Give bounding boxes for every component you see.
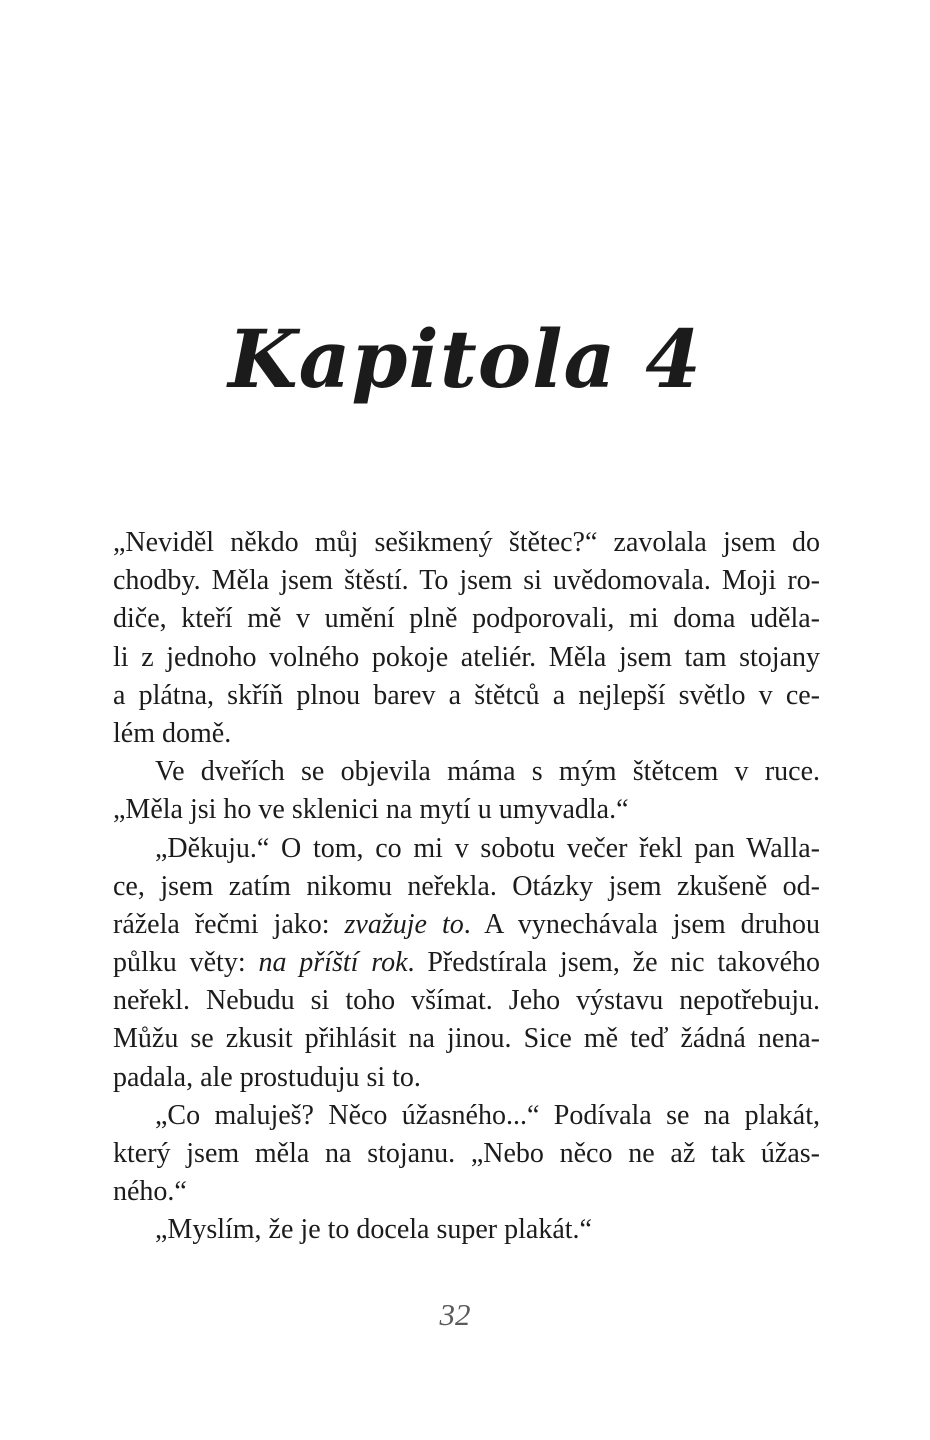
text-segment: půlku věty: — [113, 947, 259, 979]
text-segment: . A vynechávala jsem druhou — [463, 908, 820, 940]
text-line: „Myslím, že je to docela super plakát.“ — [155, 1214, 592, 1246]
text-segment: . Předstírala jsem, že nic takového — [407, 947, 820, 979]
page-number: 32 — [439, 1297, 471, 1332]
text-line: který jsem měla na stojanu. „Nebo něco ne až tak úžas- — [113, 1138, 820, 1169]
text-line — [113, 944, 820, 982]
text-line: „Co maluješ? Něco úžasného...“ Podívala se na plakát, — [155, 1099, 820, 1131]
text-line: Můžu se zkusit přihlásit na jinou. Sice mě teď žádná nena- — [113, 1023, 820, 1055]
text-line: lém domě. — [113, 717, 232, 749]
text-line: diče, kteří mě v umění plně podporovali, mi doma uděla- — [113, 603, 820, 635]
chapter-title: Kapitola 4 — [228, 312, 702, 406]
text-segment: rážela řečmi jako: — [113, 908, 345, 940]
text-line: a plátna, skříň plnou barev a štětců a nejlepší světlo v ce- — [113, 679, 820, 711]
text-line: ce, jsem zatím nikomu neřekla. Otázky jsem zkušeně od- — [113, 870, 820, 902]
text-line: „Měla jsi ho ve sklenici na mytí u umyvadla.“ — [113, 794, 629, 826]
text-line: „Neviděl někdo můj sešikmený štětec?“ zavolala jsem do — [113, 527, 820, 558]
body-text — [113, 524, 820, 1250]
text-line: padala, ale prostuduju si to. — [113, 1061, 421, 1093]
text-line: chodby. Měla jsem štěstí. To jsem si uvědomovala. Moji ro- — [113, 565, 820, 597]
text-segment-italic: zvažuje to — [344, 908, 464, 940]
text-line: Ve dveřích se objevila máma s mým štětcem v ruce. — [155, 756, 820, 788]
text-line: neřekl. Nebudu si toho všímat. Jeho výstavu nepotřebuju. — [113, 985, 820, 1017]
text-segment-italic: na příští rok — [258, 947, 408, 979]
text-line: „Děkuju.“ O tom, co mi v sobotu večer řekl pan Walla- — [155, 832, 820, 864]
text-line: li z jednoho volného pokoje ateliér. Měla jsem tam stojany — [113, 641, 820, 673]
text-line — [113, 906, 820, 944]
text-line: ného.“ — [113, 1176, 187, 1208]
